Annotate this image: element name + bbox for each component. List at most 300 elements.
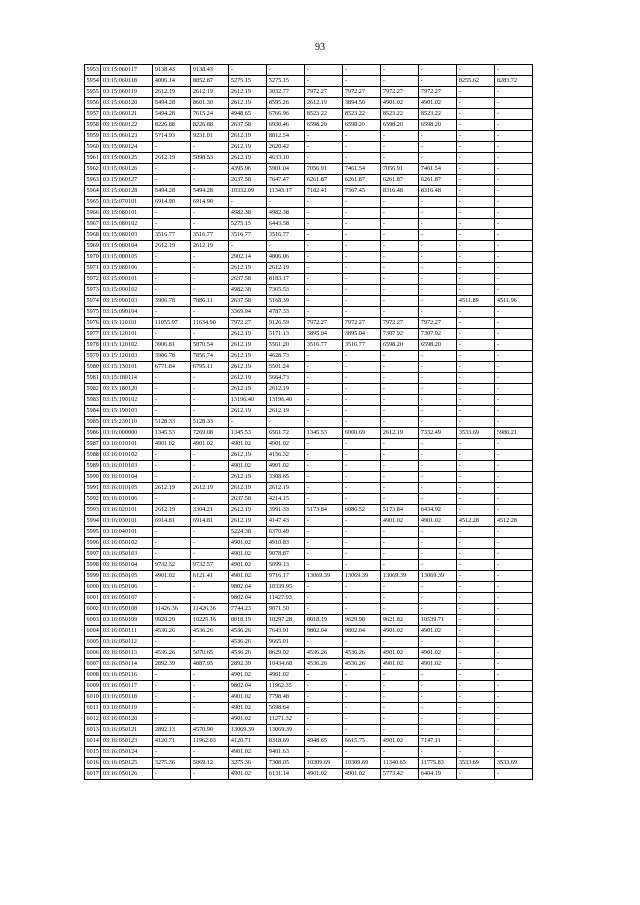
value-cell: 2612.19 xyxy=(191,483,229,494)
value-cell: - xyxy=(343,362,381,373)
value-cell: - xyxy=(381,285,419,296)
value-cell: - xyxy=(457,263,495,274)
value-cell: - xyxy=(495,736,533,747)
value-cell: - xyxy=(153,527,191,538)
value-cell: - xyxy=(457,593,495,604)
table-row xyxy=(85,615,533,626)
value-cell: - xyxy=(495,219,533,230)
value-cell: - xyxy=(419,670,457,681)
value-cell: 5494.28 xyxy=(153,186,191,197)
value-cell: 3275.36 xyxy=(153,758,191,769)
value-cell: - xyxy=(153,252,191,263)
value-cell: - xyxy=(457,692,495,703)
value-cell: 7643.91 xyxy=(267,626,305,637)
value-cell: 5664.73 xyxy=(267,373,305,384)
value-cell: - xyxy=(495,439,533,450)
value-cell: - xyxy=(229,241,267,252)
row-number-cell: 5965 xyxy=(85,197,101,208)
value-cell: - xyxy=(495,263,533,274)
value-cell: 2637.58 xyxy=(229,120,267,131)
row-number-cell: 6013 xyxy=(85,725,101,736)
value-cell: - xyxy=(343,725,381,736)
value-cell: - xyxy=(343,450,381,461)
value-cell: - xyxy=(153,329,191,340)
value-cell: - xyxy=(305,395,343,406)
value-cell: 4901.02 xyxy=(153,571,191,582)
table-row xyxy=(85,450,533,461)
value-cell: - xyxy=(191,747,229,758)
value-cell: - xyxy=(153,208,191,219)
value-cell: 9802.04 xyxy=(343,626,381,637)
value-cell: - xyxy=(191,274,229,285)
table-row xyxy=(85,560,533,571)
value-cell: 4901.02 xyxy=(343,769,381,780)
value-cell: - xyxy=(381,582,419,593)
value-cell: - xyxy=(267,65,305,76)
value-cell: - xyxy=(495,197,533,208)
table-row xyxy=(85,736,533,747)
value-cell: - xyxy=(153,549,191,560)
value-cell: 2612.19 xyxy=(229,505,267,516)
value-cell: - xyxy=(457,329,495,340)
value-cell: 7461.54 xyxy=(419,164,457,175)
value-cell: - xyxy=(305,241,343,252)
value-cell: 6930.46 xyxy=(267,120,305,131)
value-cell: - xyxy=(153,373,191,384)
value-cell: - xyxy=(457,131,495,142)
value-cell: 4901.02 xyxy=(267,461,305,472)
value-cell: - xyxy=(495,417,533,428)
value-cell: - xyxy=(381,472,419,483)
value-cell: - xyxy=(495,560,533,571)
value-cell: - xyxy=(305,153,343,164)
value-cell: 7798.48 xyxy=(267,692,305,703)
value-cell: - xyxy=(343,252,381,263)
value-cell: - xyxy=(419,362,457,373)
value-cell: 3516.77 xyxy=(191,230,229,241)
value-cell: 11775.83 xyxy=(419,758,457,769)
value-cell: 5069.12 xyxy=(191,758,229,769)
value-cell: 4901.02 xyxy=(381,516,419,527)
value-cell: - xyxy=(381,681,419,692)
value-cell: - xyxy=(191,527,229,538)
value-cell: 11426.36 xyxy=(153,604,191,615)
value-cell: - xyxy=(343,307,381,318)
value-cell: - xyxy=(457,670,495,681)
value-cell: - xyxy=(457,725,495,736)
value-cell: - xyxy=(457,538,495,549)
value-cell: - xyxy=(495,307,533,318)
value-cell: - xyxy=(305,538,343,549)
value-cell: 2637.58 xyxy=(229,175,267,186)
value-cell: - xyxy=(153,307,191,318)
value-cell: - xyxy=(457,109,495,120)
value-cell: - xyxy=(191,395,229,406)
value-cell: 4901.02 xyxy=(229,670,267,681)
table-row xyxy=(85,626,533,637)
code-cell: 03:16:050102 xyxy=(101,538,153,549)
value-cell: - xyxy=(191,472,229,483)
code-cell: 03:16:050113 xyxy=(101,648,153,659)
value-cell: 7365.53 xyxy=(267,285,305,296)
value-cell: - xyxy=(343,406,381,417)
value-cell: - xyxy=(305,527,343,538)
code-cell: 03:15:130101 xyxy=(101,362,153,373)
value-cell: - xyxy=(457,615,495,626)
code-cell: 03:16:050105 xyxy=(101,571,153,582)
value-cell: - xyxy=(343,384,381,395)
value-cell: 8629.02 xyxy=(267,648,305,659)
value-cell: - xyxy=(419,472,457,483)
value-cell: 4901.02 xyxy=(229,714,267,725)
row-number-cell: 5990 xyxy=(85,472,101,483)
page-number: 93 xyxy=(315,42,325,53)
value-cell: 4156.32 xyxy=(267,450,305,461)
table-row xyxy=(85,472,533,483)
value-cell: - xyxy=(153,461,191,472)
value-cell: 4948.65 xyxy=(305,736,343,747)
value-cell: - xyxy=(419,747,457,758)
row-number-cell: 5987 xyxy=(85,439,101,450)
value-cell: 5128.33 xyxy=(191,417,229,428)
value-cell: - xyxy=(457,483,495,494)
value-cell: 4901.02 xyxy=(229,439,267,450)
value-cell: - xyxy=(191,285,229,296)
row-number-cell: 5958 xyxy=(85,120,101,131)
value-cell: 2612.19 xyxy=(229,340,267,351)
value-cell: 5168.39 xyxy=(267,296,305,307)
value-cell: 13069.39 xyxy=(419,571,457,582)
row-number-cell: 6003 xyxy=(85,615,101,626)
value-cell: 2612.19 xyxy=(229,153,267,164)
value-cell: 6434.92 xyxy=(419,505,457,516)
value-cell: - xyxy=(495,626,533,637)
value-cell: - xyxy=(305,373,343,384)
value-cell: 4901.02 xyxy=(229,571,267,582)
value-cell: - xyxy=(305,703,343,714)
value-cell: 5099.13 xyxy=(267,560,305,571)
value-cell: 2612.19 xyxy=(229,483,267,494)
value-cell: - xyxy=(343,516,381,527)
table-row xyxy=(85,714,533,725)
row-number-cell: 5980 xyxy=(85,362,101,373)
code-cell: 03:16:050126 xyxy=(101,769,153,780)
table-row xyxy=(85,142,533,153)
code-cell: 03:15:060127 xyxy=(101,175,153,186)
value-cell: - xyxy=(305,637,343,648)
code-cell: 03:15:060124 xyxy=(101,142,153,153)
value-cell: 6598.20 xyxy=(419,340,457,351)
value-cell: - xyxy=(305,131,343,142)
row-number-cell: 5956 xyxy=(85,98,101,109)
value-cell: - xyxy=(419,241,457,252)
value-cell: - xyxy=(495,384,533,395)
value-cell: 9802.04 xyxy=(305,626,343,637)
code-cell: 03:16:010102 xyxy=(101,450,153,461)
value-cell: - xyxy=(457,769,495,780)
value-cell: 8601.30 xyxy=(191,98,229,109)
value-cell: - xyxy=(419,439,457,450)
value-cell: - xyxy=(191,703,229,714)
value-cell: - xyxy=(495,274,533,285)
value-cell: 7307.92 xyxy=(419,329,457,340)
row-number-cell: 6017 xyxy=(85,769,101,780)
value-cell: 13069.39 xyxy=(305,571,343,582)
value-cell: 2612.19 xyxy=(153,87,191,98)
value-cell: 4628.73 xyxy=(267,351,305,362)
code-cell: 03:16:010101 xyxy=(101,439,153,450)
value-cell: - xyxy=(153,164,191,175)
code-cell: 03:16:050107 xyxy=(101,593,153,604)
value-cell: 3369.94 xyxy=(229,307,267,318)
value-cell: - xyxy=(343,76,381,87)
table-row xyxy=(85,109,533,120)
value-cell: - xyxy=(343,747,381,758)
value-cell: - xyxy=(305,384,343,395)
value-cell: - xyxy=(419,373,457,384)
value-cell: - xyxy=(343,263,381,274)
value-cell: - xyxy=(381,637,419,648)
code-cell: 03:16:050121 xyxy=(101,725,153,736)
value-cell: - xyxy=(381,714,419,725)
value-cell: - xyxy=(457,637,495,648)
value-cell: - xyxy=(457,736,495,747)
value-cell: 9138.43 xyxy=(191,65,229,76)
value-cell: 5870.54 xyxy=(191,340,229,351)
table-row xyxy=(85,549,533,560)
value-cell: - xyxy=(153,769,191,780)
row-number-cell: 5978 xyxy=(85,340,101,351)
value-cell: 8316.48 xyxy=(419,186,457,197)
value-cell: - xyxy=(457,219,495,230)
code-cell: 03:16:010106 xyxy=(101,494,153,505)
value-cell: 6766.96 xyxy=(267,109,305,120)
code-cell: 03:15:180114 xyxy=(101,373,153,384)
value-cell: - xyxy=(305,681,343,692)
value-cell: - xyxy=(343,197,381,208)
value-cell: - xyxy=(305,494,343,505)
row-number-cell: 6006 xyxy=(85,648,101,659)
value-cell: - xyxy=(191,637,229,648)
value-cell: 4512.28 xyxy=(495,516,533,527)
value-cell: 10434.68 xyxy=(267,659,305,670)
value-cell: 2612.19 xyxy=(229,384,267,395)
value-cell: 4901.02 xyxy=(229,461,267,472)
value-cell: - xyxy=(495,65,533,76)
table-row xyxy=(85,659,533,670)
table-row xyxy=(85,252,533,263)
value-cell: 7307.92 xyxy=(381,329,419,340)
value-cell: - xyxy=(381,197,419,208)
value-cell: - xyxy=(381,395,419,406)
code-cell: 03:15:090103 xyxy=(101,296,153,307)
value-cell: - xyxy=(343,285,381,296)
row-number-cell: 5970 xyxy=(85,252,101,263)
table-row xyxy=(85,241,533,252)
value-cell: 7972.27 xyxy=(343,87,381,98)
table-row xyxy=(85,461,533,472)
code-cell: 03:15:190103 xyxy=(101,406,153,417)
value-cell: 2612.19 xyxy=(229,87,267,98)
value-cell: - xyxy=(343,472,381,483)
value-cell: 3906.81 xyxy=(153,340,191,351)
table-row xyxy=(85,296,533,307)
value-cell: - xyxy=(457,406,495,417)
code-cell: 03:16:040101 xyxy=(101,527,153,538)
value-cell: 2612.19 xyxy=(229,362,267,373)
code-cell: 03:16:050120 xyxy=(101,714,153,725)
code-cell: 03:15:090104 xyxy=(101,307,153,318)
value-cell: - xyxy=(305,296,343,307)
value-cell: 6914.81 xyxy=(191,516,229,527)
value-cell: 9802.04 xyxy=(229,582,267,593)
value-cell: - xyxy=(495,175,533,186)
value-cell: 4536.26 xyxy=(343,648,381,659)
value-cell: 4120.71 xyxy=(153,736,191,747)
value-cell: 3894.50 xyxy=(343,98,381,109)
value-cell: - xyxy=(381,461,419,472)
value-cell: 8595.26 xyxy=(267,98,305,109)
value-cell: 7972.27 xyxy=(381,87,419,98)
value-cell: - xyxy=(191,593,229,604)
value-cell: - xyxy=(457,604,495,615)
value-cell: - xyxy=(191,406,229,417)
value-cell: - xyxy=(495,615,533,626)
value-cell: - xyxy=(153,582,191,593)
value-cell: - xyxy=(419,131,457,142)
value-cell: 7972.27 xyxy=(305,87,343,98)
value-cell: 1345.53 xyxy=(305,428,343,439)
value-cell: - xyxy=(381,725,419,736)
value-cell: 8523.22 xyxy=(305,109,343,120)
value-cell: 7615.24 xyxy=(191,109,229,120)
value-cell: - xyxy=(419,76,457,87)
value-cell: - xyxy=(343,395,381,406)
value-cell: 7269.08 xyxy=(191,428,229,439)
value-cell: - xyxy=(419,483,457,494)
value-cell: - xyxy=(305,208,343,219)
value-cell: 3275.36 xyxy=(229,758,267,769)
value-cell: - xyxy=(191,164,229,175)
value-cell: - xyxy=(419,604,457,615)
value-cell: 2612.19 xyxy=(229,373,267,384)
value-cell: - xyxy=(419,527,457,538)
value-cell: - xyxy=(495,373,533,384)
value-cell: - xyxy=(191,263,229,274)
value-cell: 4901.02 xyxy=(381,98,419,109)
value-cell: 4787.33 xyxy=(267,307,305,318)
value-cell: - xyxy=(305,692,343,703)
table-row xyxy=(85,538,533,549)
table-row xyxy=(85,582,533,593)
value-cell: - xyxy=(381,76,419,87)
value-cell: 9138.43 xyxy=(153,65,191,76)
value-cell: - xyxy=(381,406,419,417)
value-cell: - xyxy=(419,307,457,318)
value-cell: 3895.04 xyxy=(305,329,343,340)
value-cell: - xyxy=(191,373,229,384)
value-cell: - xyxy=(457,714,495,725)
value-cell: - xyxy=(343,703,381,714)
row-number-cell: 5979 xyxy=(85,351,101,362)
value-cell: - xyxy=(495,351,533,362)
value-cell: - xyxy=(495,648,533,659)
value-cell: 4395.96 xyxy=(229,164,267,175)
code-cell: 03:16:050114 xyxy=(101,659,153,670)
value-cell: 2612.19 xyxy=(153,241,191,252)
value-cell: - xyxy=(457,461,495,472)
value-cell: 2612.19 xyxy=(229,329,267,340)
value-cell: 4982.38 xyxy=(229,208,267,219)
value-cell: 5275.15 xyxy=(229,219,267,230)
value-cell: - xyxy=(305,582,343,593)
value-cell: - xyxy=(419,65,457,76)
value-cell: - xyxy=(457,87,495,98)
value-cell: - xyxy=(343,439,381,450)
value-cell: - xyxy=(457,252,495,263)
value-cell: - xyxy=(381,351,419,362)
value-cell: - xyxy=(381,439,419,450)
value-cell: - xyxy=(495,593,533,604)
value-cell: 10309.69 xyxy=(305,758,343,769)
code-cell: 03:15:080102 xyxy=(101,219,153,230)
value-cell: - xyxy=(495,681,533,692)
value-cell: 9629.98 xyxy=(343,615,381,626)
value-cell: - xyxy=(381,450,419,461)
value-cell: 4901.02 xyxy=(229,560,267,571)
value-cell: - xyxy=(343,681,381,692)
value-cell: 4511.89 xyxy=(457,296,495,307)
row-number-cell: 5988 xyxy=(85,450,101,461)
value-cell: - xyxy=(153,472,191,483)
value-cell: 11055.97 xyxy=(153,318,191,329)
value-cell: - xyxy=(419,142,457,153)
value-cell: 3304.21 xyxy=(191,505,229,516)
value-cell: - xyxy=(457,395,495,406)
value-cell: - xyxy=(457,142,495,153)
table-row xyxy=(85,494,533,505)
value-cell: - xyxy=(457,373,495,384)
value-cell: 7367.45 xyxy=(343,186,381,197)
value-cell: 7972.27 xyxy=(343,318,381,329)
value-cell: 5698.64 xyxy=(267,703,305,714)
value-cell: - xyxy=(343,582,381,593)
row-number-cell: 5959 xyxy=(85,131,101,142)
value-cell: - xyxy=(419,725,457,736)
value-cell: - xyxy=(343,692,381,703)
value-cell: 8316.48 xyxy=(381,186,419,197)
row-number-cell: 5999 xyxy=(85,571,101,582)
value-cell: - xyxy=(419,395,457,406)
value-cell: 3516.77 xyxy=(229,230,267,241)
value-cell: - xyxy=(495,692,533,703)
value-cell: - xyxy=(419,560,457,571)
value-cell: - xyxy=(419,692,457,703)
value-cell: 5501.24 xyxy=(267,362,305,373)
table-row xyxy=(85,131,533,142)
row-number-cell: 5961 xyxy=(85,153,101,164)
row-number-cell: 5989 xyxy=(85,461,101,472)
code-cell: 03:16:050118 xyxy=(101,692,153,703)
value-cell: 4536.26 xyxy=(305,648,343,659)
value-cell: - xyxy=(153,175,191,186)
value-cell: - xyxy=(457,439,495,450)
value-cell: - xyxy=(495,164,533,175)
value-cell: 7308.05 xyxy=(267,758,305,769)
value-cell: - xyxy=(381,241,419,252)
value-cell: 5173.84 xyxy=(305,505,343,516)
value-cell: 2612.19 xyxy=(229,472,267,483)
